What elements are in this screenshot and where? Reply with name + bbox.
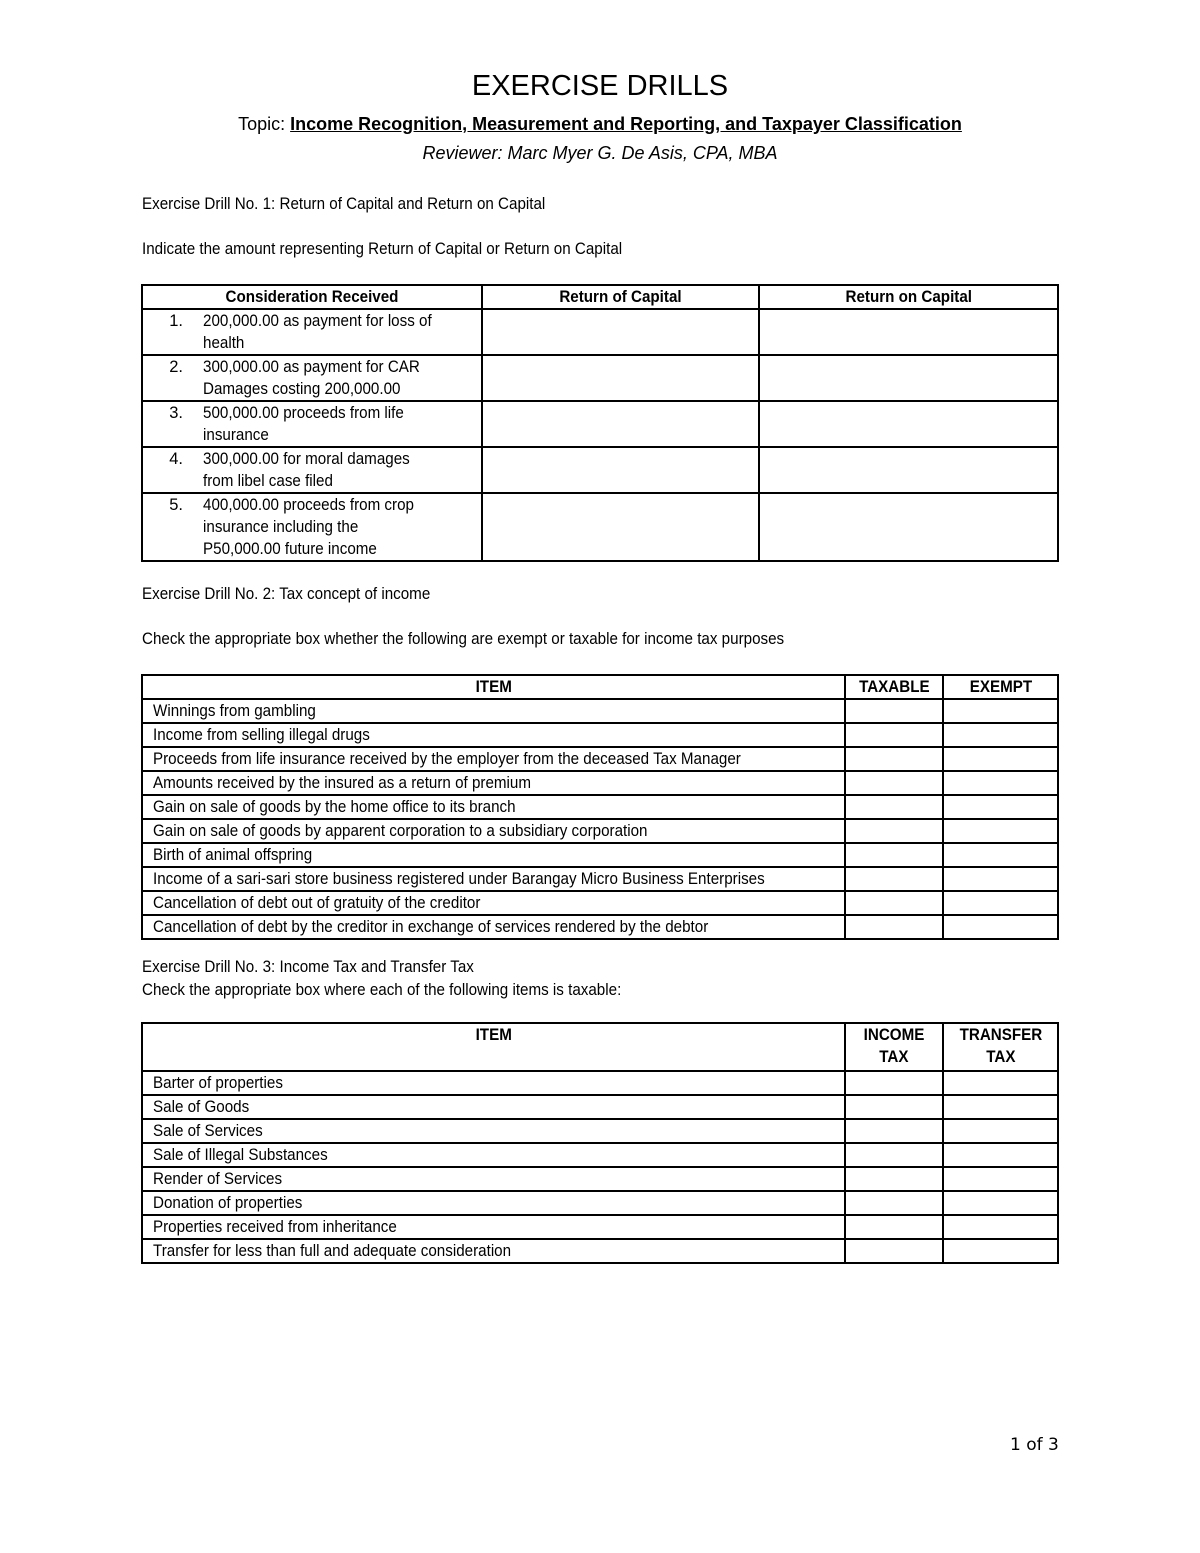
table-row — [142, 1095, 1058, 1119]
table-row — [142, 1215, 1058, 1239]
reviewer-line: Reviewer: Marc Myer G. De Asis, CPA, MBA — [422, 143, 778, 163]
drill3-instruction: Check the appropriate box where each of the following items is taxable: — [142, 981, 622, 999]
drill3-heading: Exercise Drill No. 3: Income Tax and Transfer Tax — [142, 958, 474, 976]
table-row — [142, 401, 1058, 447]
table-row — [142, 867, 1058, 891]
consideration-cell: 2. 300,000.00 as payment for CAR Damages costing 200,000.00 — [142, 355, 482, 401]
drill2-table — [141, 674, 1059, 940]
col-header-item: ITEM — [142, 675, 845, 699]
table-row — [142, 915, 1058, 939]
drill2-instruction: Check the appropriate box whether the following are exempt or taxable for income tax purposes — [142, 630, 785, 648]
table-row — [142, 447, 1058, 493]
transfer-tax-checkbox[interactable] — [943, 1239, 1058, 1263]
taxable-checkbox[interactable] — [845, 867, 943, 891]
table-row — [142, 1191, 1058, 1215]
income-tax-checkbox[interactable] — [845, 1167, 943, 1191]
table-row — [142, 723, 1058, 747]
drill2-heading: Exercise Drill No. 2: Tax concept of income — [142, 585, 431, 603]
col-header-return-of-capital: Return of Capital — [482, 285, 759, 309]
return-on-capital-cell[interactable] — [759, 309, 1058, 355]
table-header-row — [142, 1023, 1058, 1071]
income-tax-checkbox[interactable] — [845, 1191, 943, 1215]
item-cell: Cancellation of debt out of gratuity of the creditor — [142, 891, 845, 915]
item-cell: Barter of properties — [142, 1071, 845, 1095]
income-tax-checkbox[interactable] — [845, 1119, 943, 1143]
transfer-tax-checkbox[interactable] — [943, 1191, 1058, 1215]
income-tax-checkbox[interactable] — [845, 1071, 943, 1095]
exempt-checkbox[interactable] — [943, 867, 1058, 891]
col-header-exempt: EXEMPT — [943, 675, 1058, 699]
table-row — [142, 795, 1058, 819]
return-of-capital-cell[interactable] — [482, 401, 759, 447]
item-cell: Sale of Goods — [142, 1095, 845, 1119]
exempt-checkbox[interactable] — [943, 723, 1058, 747]
topic-value: Income Recognition, Measurement and Reporting, and Taxpayer Classification — [290, 114, 962, 134]
taxable-checkbox[interactable] — [845, 771, 943, 795]
transfer-tax-checkbox[interactable] — [943, 1119, 1058, 1143]
taxable-checkbox[interactable] — [845, 795, 943, 819]
exempt-checkbox[interactable] — [943, 891, 1058, 915]
item-cell: Winnings from gambling — [142, 699, 845, 723]
consideration-cell: 5. 400,000.00 proceeds from crop insurance including the P50,000.00 future income — [142, 493, 482, 561]
consideration-cell: 4. 300,000.00 for moral damages from libel case filed — [142, 447, 482, 493]
income-tax-checkbox[interactable] — [845, 1143, 943, 1167]
table-header-row — [142, 675, 1058, 699]
table-row — [142, 1119, 1058, 1143]
income-tax-checkbox[interactable] — [845, 1215, 943, 1239]
item-cell: Transfer for less than full and adequate consideration — [142, 1239, 845, 1263]
taxable-checkbox[interactable] — [845, 843, 943, 867]
table-row — [142, 699, 1058, 723]
return-on-capital-cell[interactable] — [759, 355, 1058, 401]
exempt-checkbox[interactable] — [943, 699, 1058, 723]
item-cell: Income of a sari-sari store business registered under Barangay Micro Business Enterprises — [142, 867, 845, 891]
table-row — [142, 355, 1058, 401]
topic-label: Topic: — [238, 114, 291, 134]
item-cell: Income from selling illegal drugs — [142, 723, 845, 747]
item-cell: Sale of Services — [142, 1119, 845, 1143]
page-number: 1 of 3 — [1010, 1435, 1059, 1455]
drill1-heading: Exercise Drill No. 1: Return of Capital and Return on Capital — [142, 195, 546, 213]
exempt-checkbox[interactable] — [943, 771, 1058, 795]
table-row — [142, 843, 1058, 867]
col-header-taxable: TAXABLE — [845, 675, 943, 699]
transfer-tax-checkbox[interactable] — [943, 1215, 1058, 1239]
consideration-cell: 1. 200,000.00 as payment for loss of health — [142, 309, 482, 355]
table-row — [142, 1239, 1058, 1263]
drill3-table — [141, 1022, 1059, 1264]
table-row — [142, 493, 1058, 561]
taxable-checkbox[interactable] — [845, 819, 943, 843]
return-of-capital-cell[interactable] — [482, 493, 759, 561]
table-row — [142, 771, 1058, 795]
col-header-income-tax: INCOME TAX — [845, 1023, 943, 1071]
table-row — [142, 819, 1058, 843]
income-tax-checkbox[interactable] — [845, 1239, 943, 1263]
table-row — [142, 747, 1058, 771]
table-row — [142, 1071, 1058, 1095]
exempt-checkbox[interactable] — [943, 915, 1058, 939]
table-row — [142, 1167, 1058, 1191]
table-header-row — [142, 285, 1058, 309]
document-title: EXERCISE DRILLS — [471, 70, 729, 102]
col-header-return-on-capital: Return on Capital — [759, 285, 1058, 309]
income-tax-checkbox[interactable] — [845, 1095, 943, 1119]
item-cell: Properties received from inheritance — [142, 1215, 845, 1239]
transfer-tax-checkbox[interactable] — [943, 1143, 1058, 1167]
exempt-checkbox[interactable] — [943, 747, 1058, 771]
drill1-table — [141, 284, 1059, 562]
item-cell: Cancellation of debt by the creditor in exchange of services rendered by the debtor — [142, 915, 845, 939]
taxable-checkbox[interactable] — [845, 723, 943, 747]
item-cell: Donation of properties — [142, 1191, 845, 1215]
taxable-checkbox[interactable] — [845, 915, 943, 939]
consideration-cell: 3. 500,000.00 proceeds from life insurance — [142, 401, 482, 447]
taxable-checkbox[interactable] — [845, 699, 943, 723]
return-on-capital-cell[interactable] — [759, 401, 1058, 447]
col-header-consideration: Consideration Received — [142, 285, 482, 309]
item-cell: Amounts received by the insured as a return of premium — [142, 771, 845, 795]
item-cell: Proceeds from life insurance received by the employer from the deceased Tax Manager — [142, 747, 845, 771]
return-of-capital-cell[interactable] — [482, 309, 759, 355]
return-on-capital-cell[interactable] — [759, 493, 1058, 561]
return-on-capital-cell[interactable] — [759, 447, 1058, 493]
return-of-capital-cell[interactable] — [482, 355, 759, 401]
exempt-checkbox[interactable] — [943, 843, 1058, 867]
exempt-checkbox[interactable] — [943, 819, 1058, 843]
item-cell: Birth of animal offspring — [142, 843, 845, 867]
exempt-checkbox[interactable] — [943, 795, 1058, 819]
transfer-tax-checkbox[interactable] — [943, 1167, 1058, 1191]
drill1-instruction: Indicate the amount representing Return of Capital or Return on Capital — [142, 240, 623, 258]
table-row — [142, 891, 1058, 915]
taxable-checkbox[interactable] — [845, 747, 943, 771]
item-cell: Gain on sale of goods by apparent corporation to a subsidiary corporation — [142, 819, 845, 843]
transfer-tax-checkbox[interactable] — [943, 1095, 1058, 1119]
col-header-transfer-tax: TRANSFER TAX — [943, 1023, 1058, 1071]
item-cell: Gain on sale of goods by the home office to its branch — [142, 795, 845, 819]
item-cell: Sale of Illegal Substances — [142, 1143, 845, 1167]
table-row — [142, 1143, 1058, 1167]
transfer-tax-checkbox[interactable] — [943, 1071, 1058, 1095]
col-header-item: ITEM — [142, 1023, 845, 1071]
taxable-checkbox[interactable] — [845, 891, 943, 915]
item-cell: Render of Services — [142, 1167, 845, 1191]
return-of-capital-cell[interactable] — [482, 447, 759, 493]
topic-line — [0, 114, 1200, 135]
table-row — [142, 309, 1058, 355]
